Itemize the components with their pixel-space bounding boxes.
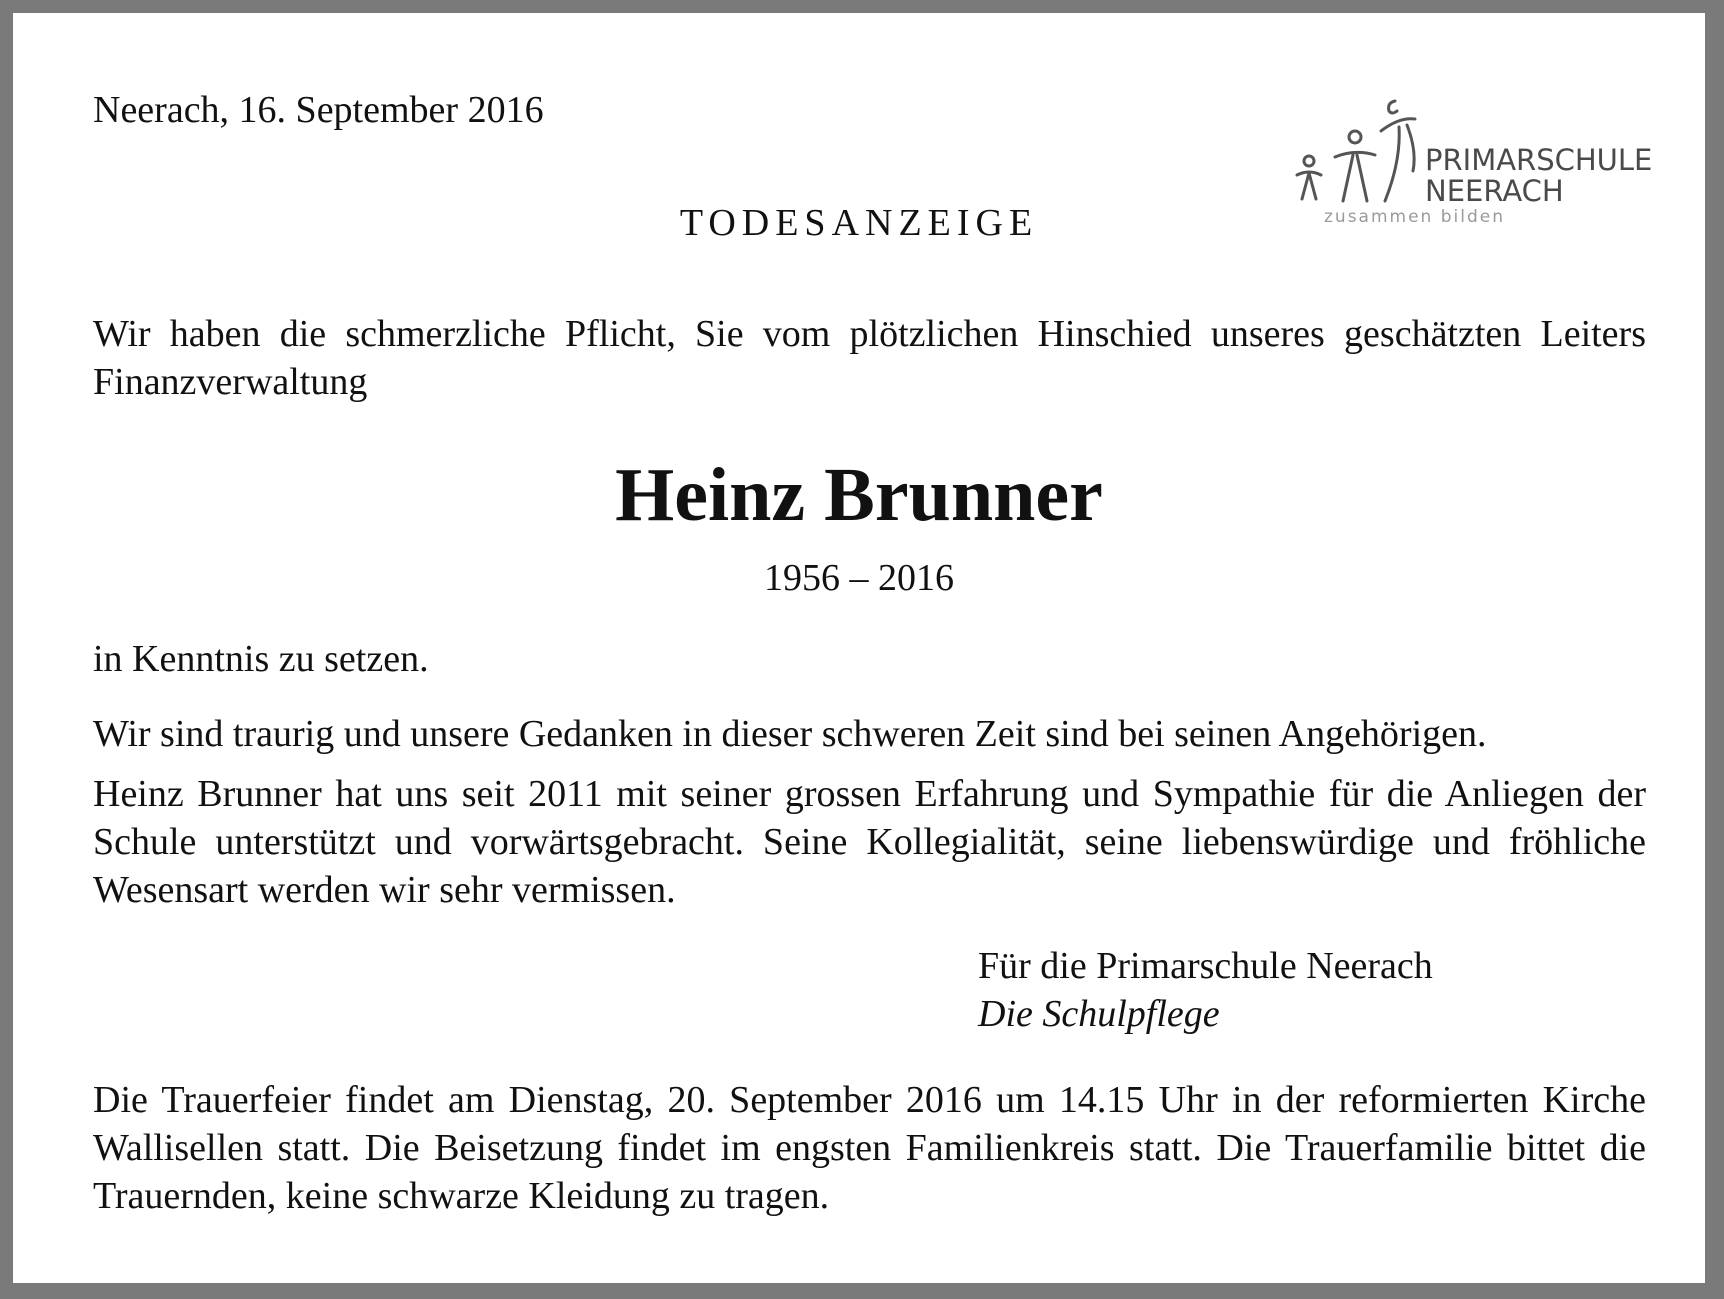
logo-name-line2: NEERACH [1425, 174, 1564, 208]
logo-name-line1: PRIMARSCHULE [1425, 143, 1653, 177]
tribute-paragraph: Heinz Brunner hat uns seit 2011 mit seiner grossen Erfahrung und Sympathie für die Anliegen der Schule unterstützt und vorwärtsgebracht. Seine Kollegialität, seine liebenswürdige und fröhliche Wesensart werden wir sehr vermissen. [93, 773, 1646, 911]
notice-page [13, 13, 1705, 1283]
sympathy-paragraph: Wir sind traurig und unsere Gedanken in dieser schweren Zeit sind bei seinen Angehörigen. [93, 713, 1487, 755]
date-line: Neerach, 16. September 2016 [93, 89, 544, 131]
funeral-paragraph: Die Trauerfeier findet am Dienstag, 20. September 2016 um 14.15 Uhr in der reformierten Kirche Wallisellen statt. Die Beisetzung findet im engsten Familienkreis statt. Die Trauerfamilie bittet die Trauernden, keine schwarze Kleidung zu tragen. [93, 1079, 1646, 1217]
notice-heading: TODESANZEIGE [679, 202, 1039, 244]
intro-paragraph: Wir haben die schmerzliche Pflicht, Sie vom plötzlichen Hinschied unseres geschätzten Leiters Finanzverwaltung [93, 313, 1646, 403]
kenntnis-line: in Kenntnis zu setzen. [93, 638, 429, 680]
deceased-name: Heinz Brunner [615, 453, 1103, 537]
signature-line1: Für die Primarschule Neerach [978, 945, 1433, 987]
signature-block [978, 942, 1433, 1038]
life-years: 1956 – 2016 [764, 557, 954, 599]
signature-line2: Die Schulpflege [978, 993, 1220, 1035]
logo-tagline: zusammen bilden [1324, 207, 1505, 227]
children-figures-icon [1289, 91, 1429, 211]
